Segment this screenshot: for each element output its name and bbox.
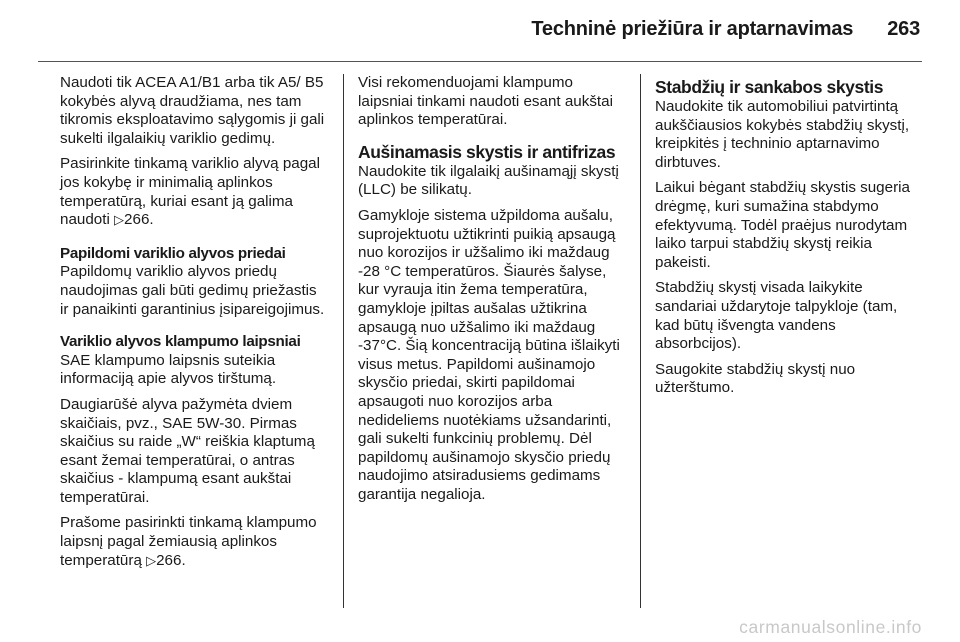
page-header — [531, 18, 920, 41]
paragraph: Stabdžių skystį visada laikykite sandariai uždarytoje talpykloje (tam, kad būtų išvengta vandens absorbcijos). — [655, 279, 898, 353]
column-1 — [60, 74, 328, 578]
paragraph: Gamykloje sistema užpildoma aušalu, suprojektuotu užtikrinti puikią apsaugą nuo korozijos ir užšalimo iki maždaug -28 °C temperatūros. Šiaurės šalyse, kur vyrauja itin žema temperatūra, gamykloje įpiltas aušalas užtikrina apsaugą nuo užšalimo iki maždaug -37°C. Šią koncentraciją būtina išlaikyti visus metus. Papildomi aušinamojo skysčio priedai, skirti papildomai apsaugoti nuo korozijos arba nedideliems nuotėkiams užsandarinti, gali sukelti funkcinių problemų. Dėl papildomų aušinamojo skysčio priedų naudojimo atsiradusiems gedimams garantija negalioja. — [358, 206, 620, 503]
section-heading: Aušinamasis skystis ir antifrizas — [358, 141, 616, 162]
paragraph: Naudoti tik ACEA A1/B1 arba tik A5/ B5 kokybės alyvą draudžiama, nes tam tikromis eksploatavimo sąlygomis ji gali sukelti ilgalaikių variklio gedimų. — [60, 74, 325, 147]
page-number: 263 — [887, 18, 920, 40]
paragraph: SAE klampumo laipsnis suteikia informaciją apie alyvos tirštumą. — [60, 351, 277, 388]
paragraph: Naudokite tik ilgalaikį aušinamąjį skystį (LLC) be silikatų. — [358, 162, 619, 199]
page-reference[interactable]: 266. — [124, 211, 154, 229]
column-divider-1 — [343, 74, 344, 608]
paragraph-with-reference: Prašome pasirinkti tinkamą klampumo laipsnį pagal žemiausią aplinkos temperatūrą ▷266. — [60, 514, 317, 569]
paragraph-with-reference: Pasirinkite tinkamą variklio alyvą pagal jos kokybę ir minimalią aplinkos temperatūrą, kuriai esant ją galima naudoti ▷266. — [60, 155, 320, 229]
page-reference[interactable]: 266. — [156, 551, 186, 569]
reference-icon: ▷ — [114, 213, 125, 229]
section-heading: Stabdžių ir sankabos skystis — [655, 77, 884, 97]
header-rule — [38, 61, 922, 62]
paragraph: Saugokite stabdžių skystį nuo užterštumo. — [655, 360, 856, 397]
column-3 — [655, 74, 921, 405]
watermark: carmanualsonline.info — [739, 617, 922, 637]
reference-icon: ▷ — [146, 553, 157, 569]
paragraph: Daugiarūšė alyva pažymėta dviem skaičiais, pvz., SAE 5W-30. Pirmas skaičius su raide „W“ reiškia klaptumą esant žemai temperatūrai, o antras skaičius - klampumą esant aukštai temperatūrai. — [60, 395, 315, 506]
section-heading: Variklio alyvos klampumo laipsniai — [60, 333, 301, 351]
column-divider-2 — [640, 74, 641, 608]
paragraph: Visi rekomenduojami klampumo laipsniai tinkami naudoti esant aukštai aplinkos temperatūrai. — [358, 74, 613, 129]
paragraph: Papildomų variklio alyvos priedų naudojimas gali būti gedimų priežastis ir panaikinti garantinius įsipareigojimus. — [60, 263, 325, 318]
column-2 — [358, 74, 624, 511]
paragraph: Laikui bėgant stabdžių skystis sugeria drėgmę, kuri sumažina stabdymo efektyvumą. Todėl praėjus nurodytam laiko tarpui stabdžių skystį reikia pakeisti. — [655, 179, 910, 271]
page-title: Techninė priežiūra ir aptarnavimas — [531, 18, 854, 40]
section-heading: Papildomi variklio alyvos priedai — [60, 244, 286, 262]
paragraph: Naudokite tik automobiliui patvirtintą aukščiausios kokybės stabdžių skystį, kreipkitės į techninio aptarnavimo dirbtuves. — [655, 98, 910, 171]
